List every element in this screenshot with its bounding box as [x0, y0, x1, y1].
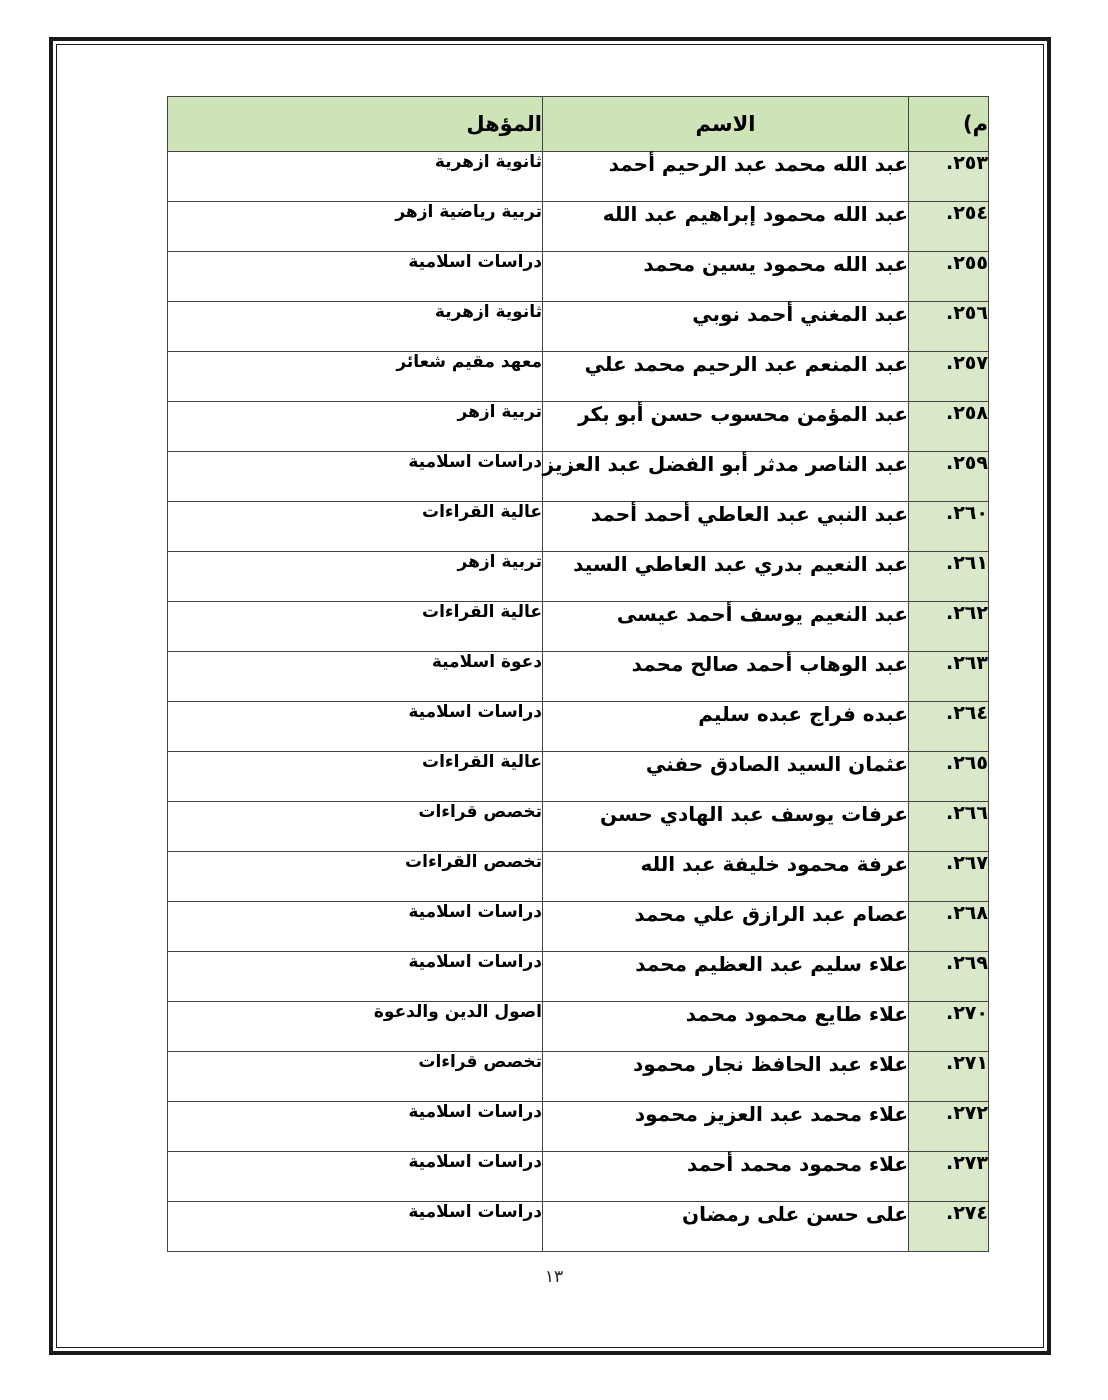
table-row	[168, 902, 989, 952]
row-name-cell: عرفة محمود خليفة عبد الله	[543, 852, 909, 902]
table-header-row	[168, 97, 989, 152]
row-name-cell: عصام عبد الرازق علي محمد	[543, 902, 909, 952]
row-number-cell: ٢٦١.	[909, 552, 989, 602]
row-number-cell: ٢٥٦.	[909, 302, 989, 352]
row-qualification-cell: دراسات اسلامية	[168, 1102, 543, 1152]
roster-table	[167, 96, 989, 1252]
table-row	[168, 852, 989, 902]
row-number-cell: ٢٦٤.	[909, 702, 989, 752]
row-number-cell: ٢٦٢.	[909, 602, 989, 652]
row-name-cell: عرفات يوسف عبد الهادي حسن	[543, 802, 909, 852]
table-row	[168, 702, 989, 752]
row-qualification-cell: تربية ازهر	[168, 552, 543, 602]
row-qualification-cell: دراسات اسلامية	[168, 702, 543, 752]
row-qualification-cell: ثانوية ازهرية	[168, 302, 543, 352]
row-qualification-cell: تخصص القراءات	[168, 852, 543, 902]
header-qualification: المؤهل	[168, 97, 543, 152]
row-number-cell: ٢٥٣.	[909, 152, 989, 202]
row-number-cell: ٢٦٨.	[909, 902, 989, 952]
row-number-cell: ٢٧١.	[909, 1052, 989, 1102]
row-number-cell: ٢٦٩.	[909, 952, 989, 1002]
table-row	[168, 552, 989, 602]
row-name-cell: علاء طايع محمود محمد	[543, 1002, 909, 1052]
row-number-cell: ٢٥٧.	[909, 352, 989, 402]
page-number: ١٣	[544, 1267, 564, 1287]
row-name-cell: عبد الله محمود إبراهيم عبد الله	[543, 202, 909, 252]
row-qualification-cell: دراسات اسلامية	[168, 252, 543, 302]
row-number-cell: ٢٥٨.	[909, 402, 989, 452]
row-name-cell: علاء سليم عبد العظيم محمد	[543, 952, 909, 1002]
row-qualification-cell: دراسات اسلامية	[168, 952, 543, 1002]
row-number-cell: ٢٧٤.	[909, 1202, 989, 1252]
row-number-cell: ٢٥٩.	[909, 452, 989, 502]
row-qualification-cell: دعوة اسلامية	[168, 652, 543, 702]
row-number-cell: ٢٦٥.	[909, 752, 989, 802]
row-name-cell: عبده فراج عبده سليم	[543, 702, 909, 752]
row-qualification-cell: ثانوية ازهرية	[168, 152, 543, 202]
row-qualification-cell: عالية القراءات	[168, 502, 543, 552]
row-name-cell: علاء محمود محمد أحمد	[543, 1152, 909, 1202]
row-qualification-cell: تربية رياضية ازهر	[168, 202, 543, 252]
table-row	[168, 1152, 989, 1202]
row-number-cell: ٢٥٥.	[909, 252, 989, 302]
row-name-cell: علاء محمد عبد العزيز محمود	[543, 1102, 909, 1152]
table-row	[168, 1202, 989, 1252]
row-number-cell: ٢٥٤.	[909, 202, 989, 252]
table-row	[168, 1052, 989, 1102]
row-name-cell: عبد النعيم بدري عبد العاطي السيد	[543, 552, 909, 602]
row-name-cell: عبد الله محمود يسين محمد	[543, 252, 909, 302]
row-name-cell: علاء عبد الحافظ نجار محمود	[543, 1052, 909, 1102]
table-row	[168, 452, 989, 502]
row-qualification-cell: معهد مقيم شعائر	[168, 352, 543, 402]
row-name-cell: عبد الناصر مدثر أبو الفضل عبد العزيز	[543, 452, 909, 502]
row-number-cell: ٢٧٠.	[909, 1002, 989, 1052]
row-name-cell: على حسن على رمضان	[543, 1202, 909, 1252]
table-row	[168, 602, 989, 652]
row-qualification-cell: دراسات اسلامية	[168, 1152, 543, 1202]
row-name-cell: عبد الوهاب أحمد صالح محمد	[543, 652, 909, 702]
row-name-cell: عبد المغني أحمد نوبي	[543, 302, 909, 352]
row-qualification-cell: دراسات اسلامية	[168, 1202, 543, 1252]
row-qualification-cell: تخصص قراءات	[168, 802, 543, 852]
row-number-cell: ٢٧٣.	[909, 1152, 989, 1202]
row-name-cell: عبد المؤمن محسوب حسن أبو بكر	[543, 402, 909, 452]
row-name-cell: عبد المنعم عبد الرحيم محمد علي	[543, 352, 909, 402]
header-number: م)	[909, 97, 989, 152]
table-row	[168, 1102, 989, 1152]
row-name-cell: عثمان السيد الصادق حفني	[543, 752, 909, 802]
row-number-cell: ٢٦٣.	[909, 652, 989, 702]
row-qualification-cell: دراسات اسلامية	[168, 902, 543, 952]
table-row	[168, 152, 989, 202]
table-row	[168, 952, 989, 1002]
table-row	[168, 252, 989, 302]
row-number-cell: ٢٧٢.	[909, 1102, 989, 1152]
table-row	[168, 502, 989, 552]
table-row	[168, 1002, 989, 1052]
row-name-cell: عبد النعيم يوسف أحمد عيسى	[543, 602, 909, 652]
row-qualification-cell: عالية القراءات	[168, 752, 543, 802]
row-number-cell: ٢٦٦.	[909, 802, 989, 852]
header-name: الاسم	[543, 97, 909, 152]
row-qualification-cell: اصول الدين والدعوة	[168, 1002, 543, 1052]
table-row	[168, 752, 989, 802]
row-name-cell: عبد النبي عبد العاطي أحمد أحمد	[543, 502, 909, 552]
row-number-cell: ٢٦٠.	[909, 502, 989, 552]
table-row	[168, 302, 989, 352]
table-row	[168, 352, 989, 402]
row-name-cell: عبد الله محمد عبد الرحيم أحمد	[543, 152, 909, 202]
row-number-cell: ٢٦٧.	[909, 852, 989, 902]
table-row	[168, 802, 989, 852]
table-row	[168, 652, 989, 702]
row-qualification-cell: تخصص قراءات	[168, 1052, 543, 1102]
row-qualification-cell: دراسات اسلامية	[168, 452, 543, 502]
row-qualification-cell: عالية القراءات	[168, 602, 543, 652]
table-row	[168, 202, 989, 252]
table-body	[168, 152, 989, 1252]
row-qualification-cell: تربية ازهر	[168, 402, 543, 452]
table-row	[168, 402, 989, 452]
